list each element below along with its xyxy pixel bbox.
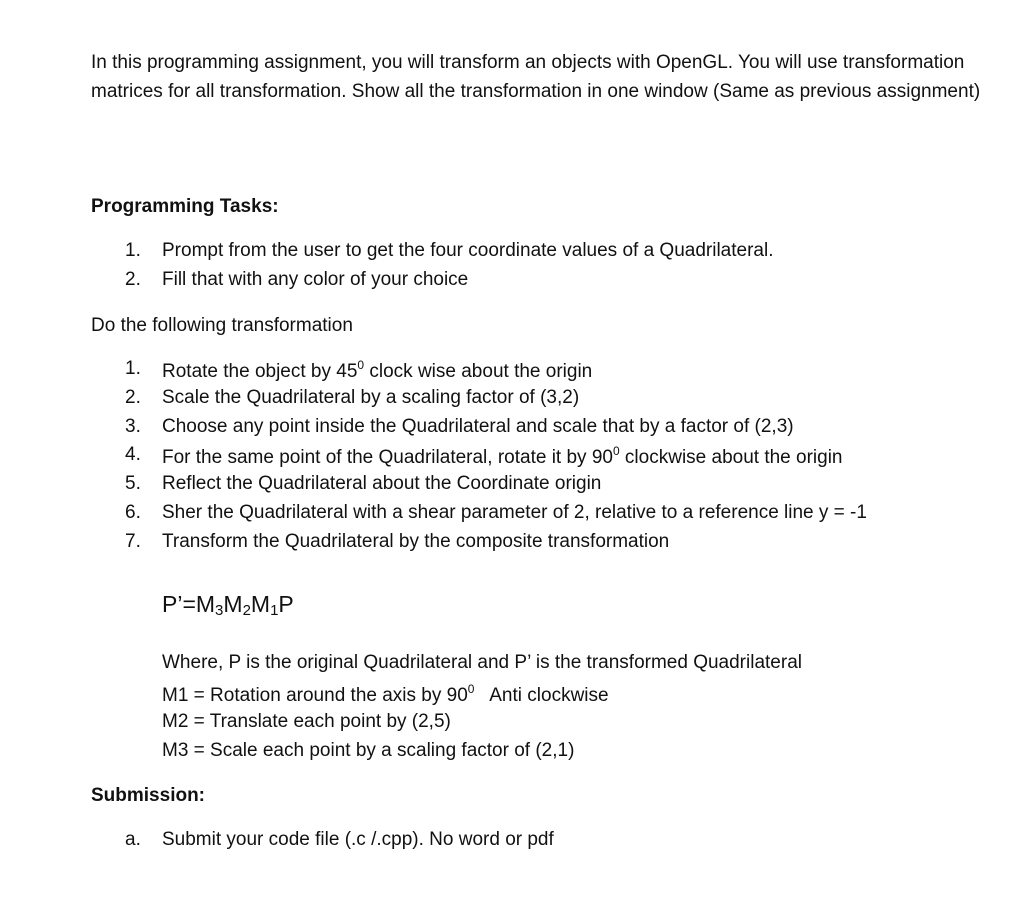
list-item-number: 6. <box>125 502 141 523</box>
list-item-text: Reflect the Quadrilateral about the Coordinate origin <box>162 473 602 494</box>
where-line: Where, P is the original Quadrilateral and P’ is the transformed Quadrilateral <box>162 652 802 673</box>
list-item-number: 1. <box>125 240 141 261</box>
programming-tasks-heading: Programming Tasks: <box>91 196 279 217</box>
submission-heading: Submission: <box>91 785 206 806</box>
intro-paragraph: In this programming assignment, you will transform an objects with OpenGL. You will use transformation matrices for all transformation. Show all the transformation in one window (Same as previous assignment) <box>91 52 981 102</box>
m2-definition: M2 = Translate each point by (2,5) <box>162 711 451 732</box>
degree-superscript: 0 <box>467 682 475 696</box>
list-item-number: 2. <box>125 387 141 408</box>
list-item-text: Choose any point inside the Quadrilateral and scale that by a factor of (2,3) <box>162 416 794 437</box>
m1-definition: M1 = Rotation around the axis by $90^0$ Anti clockwise <box>162 682 609 706</box>
list-item-number: 5. <box>125 473 141 494</box>
list-item-text: Fill that with any color of your choice <box>162 269 469 290</box>
list-item-text: Submit your code file (.c /.cpp). No word or pdf <box>162 829 554 850</box>
degree-superscript: 0 <box>612 444 620 458</box>
list-item-number: 1. <box>125 358 141 379</box>
list-item-text: Rotate the object by $45^0$ clock wise about the origin <box>162 358 593 382</box>
degree-superscript: 0 <box>357 358 365 372</box>
list-item-number: 2. <box>125 269 141 290</box>
list-item-text: Sher the Quadrilateral with a shear parameter of 2, relative to a reference line y = -1 <box>162 502 867 523</box>
list-item-number: 7. <box>125 531 141 552</box>
list-item-number: a. <box>125 829 141 850</box>
transformations-heading: Do the following transformation <box>91 315 353 336</box>
list-item-number: 3. <box>125 416 141 437</box>
list-item-number: 4. <box>125 444 141 465</box>
composite-formula: $P’=M_3M_2M_1P$ <box>162 591 294 619</box>
list-item-text: Scale the Quadrilateral by a scaling factor of (3,2) <box>162 387 580 408</box>
list-item-text: Transform the Quadrilateral by the composite transformation <box>162 531 670 552</box>
list-item-text: Prompt from the user to get the four coordinate values of a Quadrilateral. <box>162 240 774 261</box>
m3-definition: M3 = Scale each point by a scaling factor of (2,1) <box>162 740 575 761</box>
list-item-text: For the same point of the Quadrilateral, rotate it by $90^0$ clockwise about the origin <box>162 444 843 468</box>
